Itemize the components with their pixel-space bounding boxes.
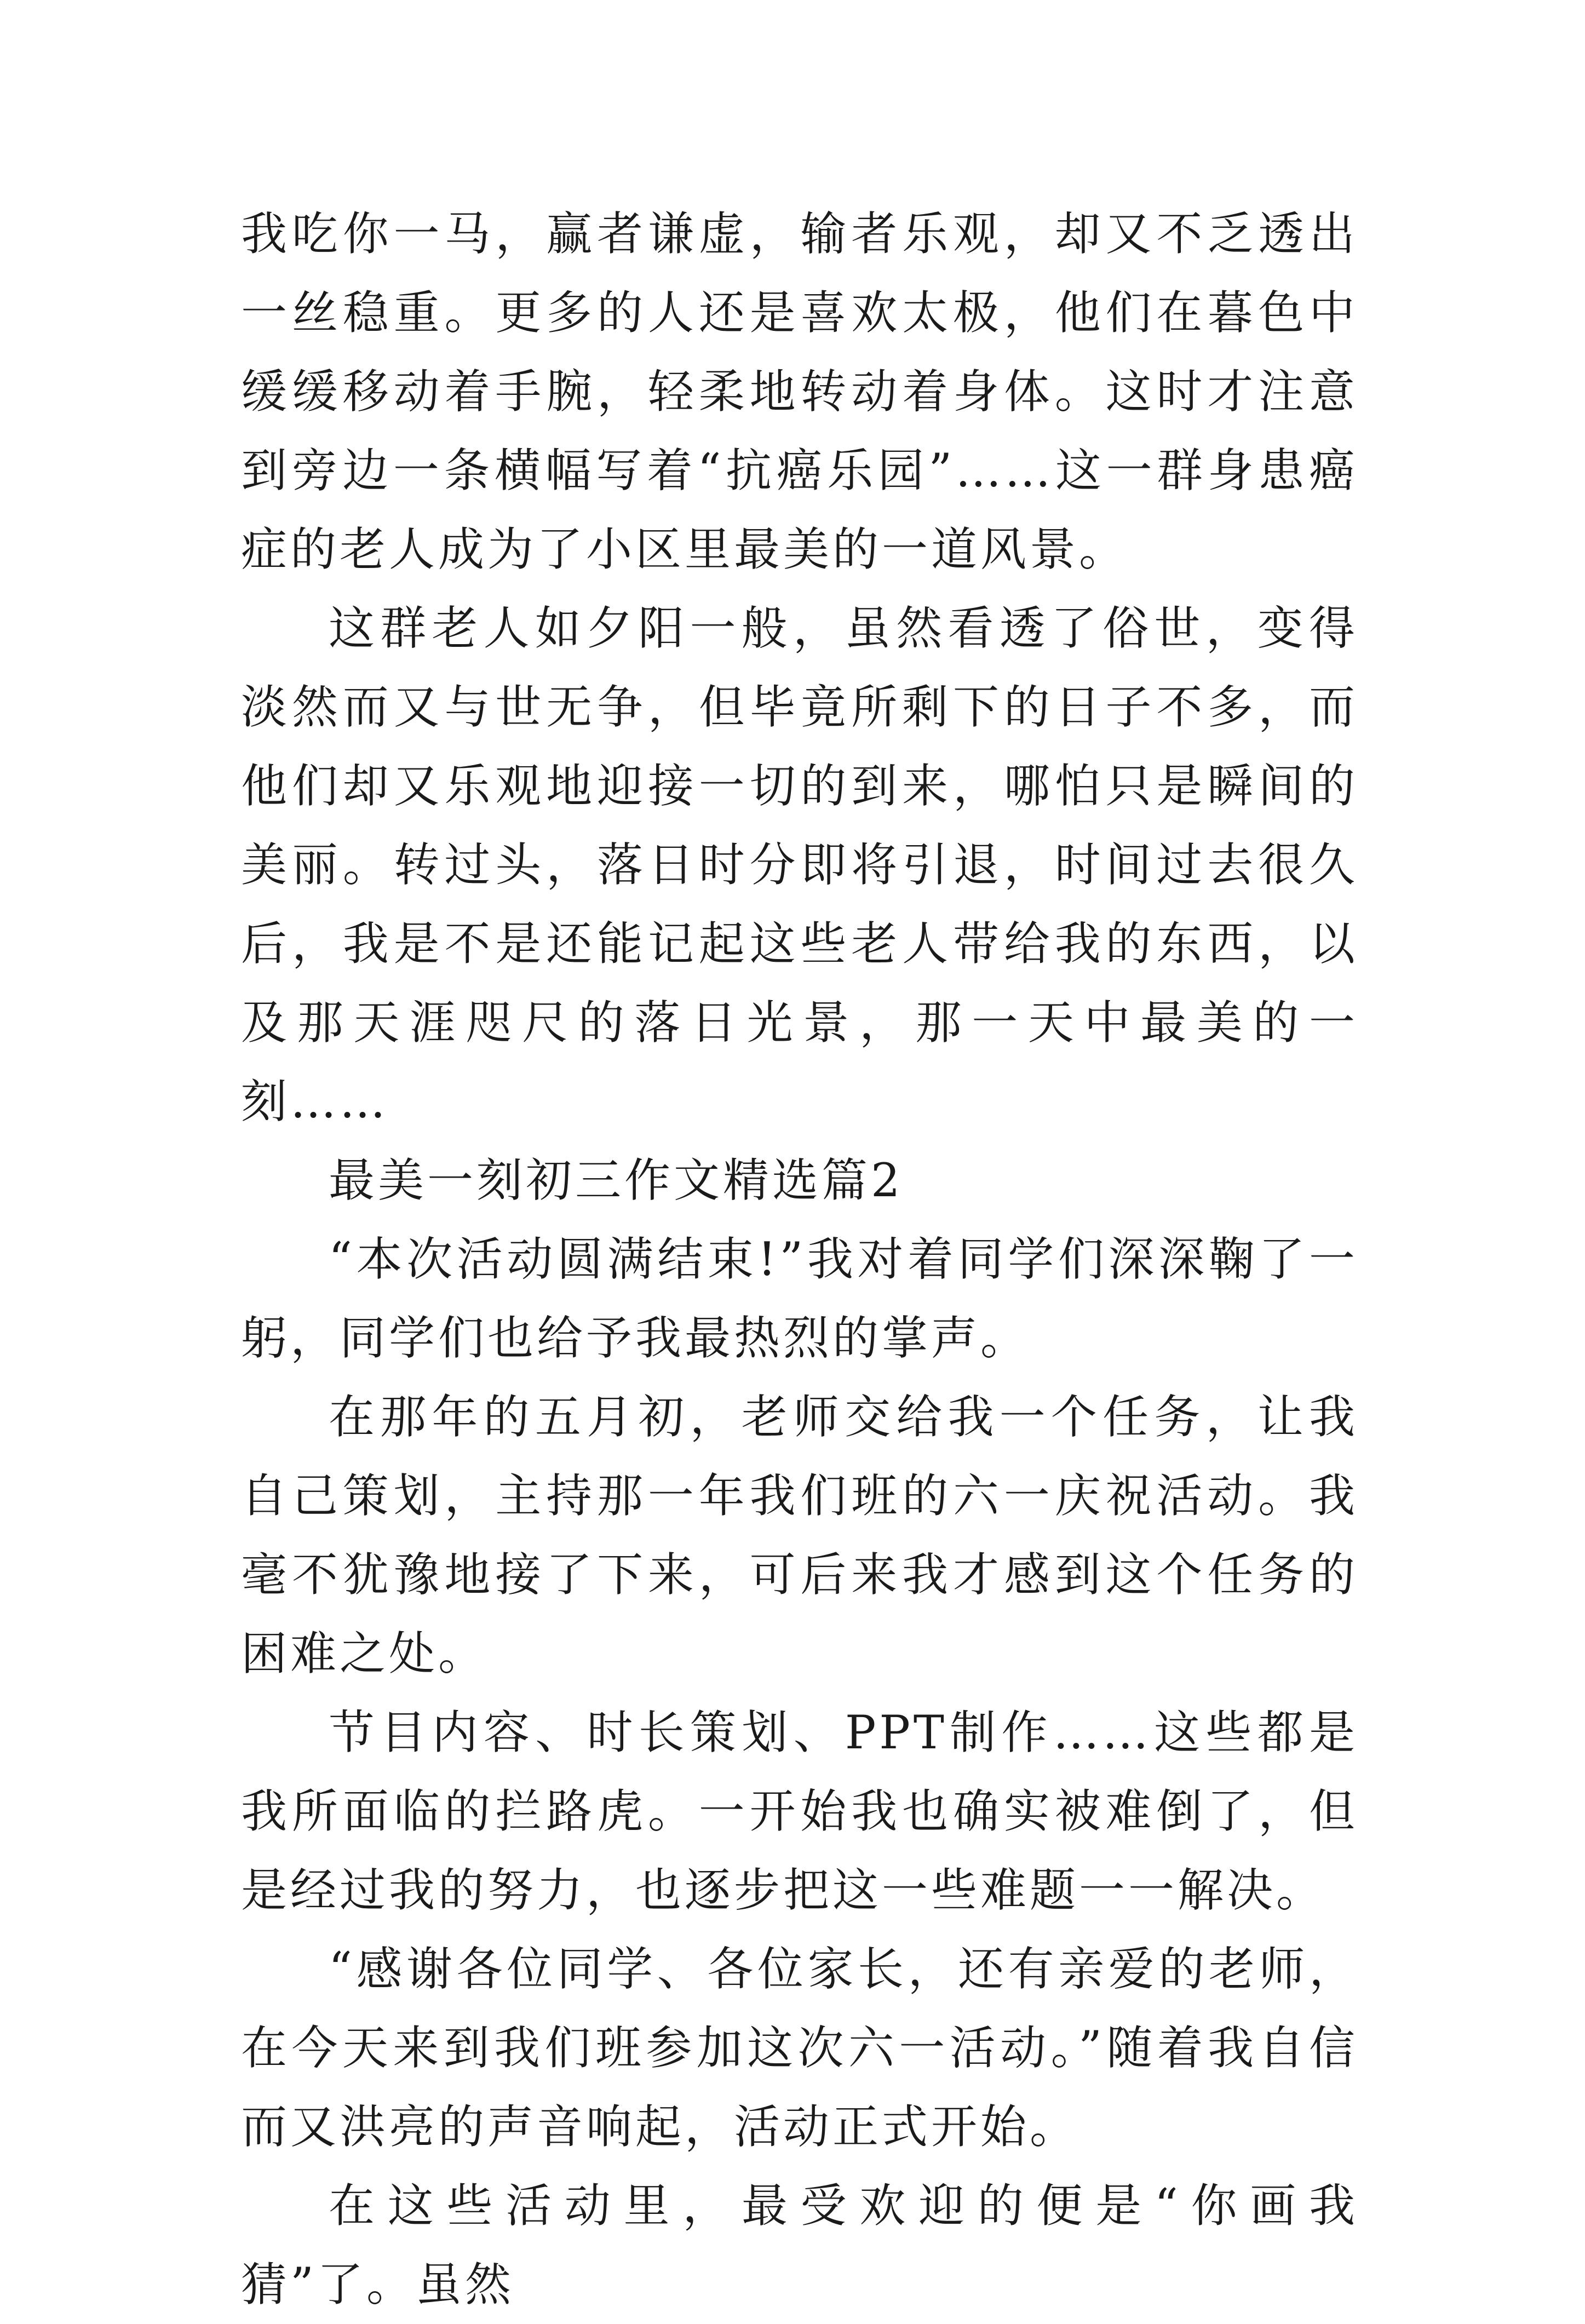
document-body	[241, 194, 1358, 2324]
paragraph: 在这些活动里，最受欢迎的便是“你画我猜”了。虽然	[241, 2179, 1358, 2311]
paragraph: 这群老人如夕阳一般，虽然看透了俗世，变得淡然而又与世无争，但毕竟所剩下的日子不多，而他们却又乐观地迎接一切的到来，哪怕只是瞬间的美丽。转过头，落日时分即将引退，时间过去很久后，我是不是还能记起这些老人带给我的东西，以及那天涯咫尺的落日光景，那一天中最美的一刻……	[241, 601, 1358, 1128]
paragraph: 节目内容、时长策划、PPT制作……这些都是我所面临的拦路虎。一开始我也确实被难倒了，但是经过我的努力，也逐步把这一些难题一一解决。	[241, 1706, 1358, 1917]
paragraph: “本次活动圆满结束!”我对着同学们深深鞠了一躬，同学们也给予我最热烈的掌声。	[241, 1232, 1358, 1365]
paragraph-continued: 我吃你一马，赢者谦虚，输者乐观，却又不乏透出一丝稳重。更多的人还是喜欢太极，他们在暮色中缓缓移动着手腕，轻柔地转动着身体。这时才注意到旁边一条横幅写着“抗癌乐园”……这一群身患癌症的老人成为了小区里最美的一道风景。	[241, 207, 1358, 576]
section-heading: 最美一刻初三作文精选篇2	[329, 1154, 904, 1207]
paragraph: “感谢各位同学、各位家长，还有亲爱的老师，在今天来到我们班参加这次六一活动。”随着我自信而又洪亮的声音响起，活动正式开始。	[241, 1942, 1358, 2154]
paragraph: 在那年的五月初，老师交给我一个任务，让我自己策划，主持那一年我们班的六一庆祝活动。我毫不犹豫地接了下来，可后来我才感到这个任务的困难之处。	[241, 1390, 1358, 1680]
